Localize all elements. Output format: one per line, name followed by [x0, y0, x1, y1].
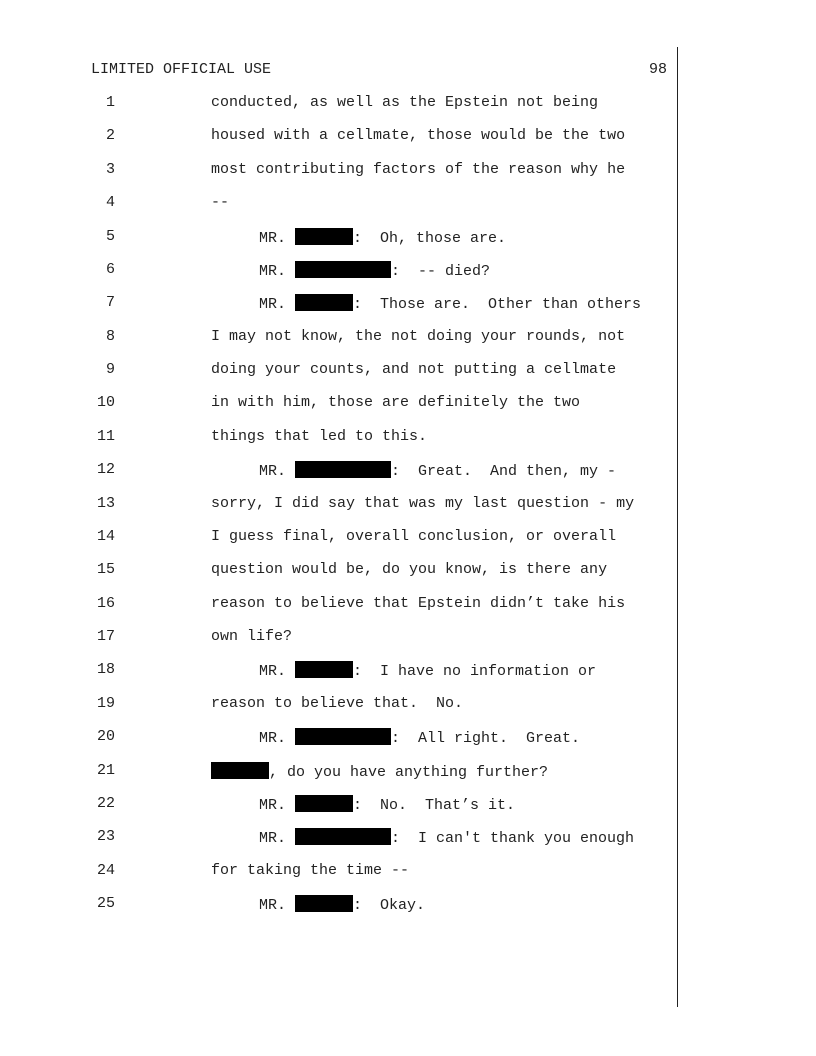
- line-text-segment: MR.: [259, 897, 296, 914]
- line-number: 8: [105, 327, 115, 345]
- transcript-line: [0, 294, 816, 314]
- line-text: [259, 228, 506, 247]
- line-text-segment: reason to believe that. No.: [211, 694, 464, 712]
- line-text-segment: things that led to this.: [211, 427, 428, 445]
- line-number: 6: [105, 260, 115, 278]
- redaction-box: [295, 228, 353, 245]
- line-text: [211, 628, 292, 645]
- line-text-segment: : -- died?: [391, 262, 491, 280]
- line-text-segment: MR.: [259, 262, 296, 280]
- line-text: [259, 294, 641, 313]
- line-text-segment: : All right. Great.: [391, 730, 581, 748]
- transcript-line: [0, 394, 816, 414]
- transcript-line: [0, 495, 816, 515]
- line-number: 15: [96, 561, 115, 579]
- line-text-segment: doing your counts, and not putting a cellmate: [211, 361, 617, 378]
- redaction-box: [295, 461, 391, 478]
- transcript-line: [0, 862, 816, 882]
- line-text-segment: MR.: [259, 663, 296, 681]
- line-text: [211, 428, 427, 445]
- line-text-segment: for taking the time --: [211, 861, 410, 879]
- line-number: 19: [96, 694, 115, 712]
- line-text-segment: MR.: [259, 463, 296, 481]
- line-number: 17: [96, 628, 115, 645]
- line-text: [259, 461, 616, 480]
- line-text-segment: most contributing factors of the reason why he: [211, 160, 626, 178]
- line-text-segment: : I can't thank you enough: [391, 830, 635, 848]
- line-text: [259, 895, 425, 914]
- line-text: [211, 394, 580, 411]
- line-text-segment: in with him, those are definitely the two: [211, 394, 581, 412]
- line-text: [211, 862, 409, 879]
- line-text: [259, 661, 596, 680]
- line-text-segment: conducted, as well as the Epstein not being: [211, 94, 599, 111]
- line-number: 23: [96, 828, 115, 846]
- transcript-line: [0, 94, 816, 114]
- line-number: 21: [96, 761, 115, 779]
- transcript-line: [0, 161, 816, 181]
- line-text-segment: own life?: [211, 628, 293, 645]
- redaction-box: [211, 762, 269, 779]
- line-number: 25: [96, 895, 115, 912]
- transcript-line: [0, 461, 816, 481]
- line-text: [259, 261, 490, 280]
- transcript-line: [0, 194, 816, 214]
- line-text-segment: : Those are. Other than others: [353, 296, 642, 314]
- line-text-segment: MR.: [259, 229, 296, 247]
- line-number: 16: [96, 594, 115, 612]
- line-text-segment: housed with a cellmate, those would be the two: [211, 127, 626, 145]
- line-text: [259, 828, 634, 847]
- line-number: 9: [105, 361, 115, 378]
- transcript-line: [0, 261, 816, 281]
- line-number: 4: [105, 194, 115, 212]
- transcript-line: [0, 127, 816, 147]
- line-text-segment: MR.: [259, 796, 296, 814]
- line-text: [211, 762, 548, 781]
- transcript-line: [0, 428, 816, 448]
- line-text-segment: , do you have anything further?: [269, 763, 549, 781]
- line-text-segment: I may not know, the not doing your rounds, not: [211, 327, 626, 345]
- line-number: 24: [96, 861, 115, 879]
- transcript-line: [0, 728, 816, 748]
- line-text: [211, 495, 634, 512]
- line-number: 13: [96, 494, 115, 512]
- transcript-line: [0, 561, 816, 581]
- transcript-line: [0, 328, 816, 348]
- line-text: [259, 728, 580, 747]
- line-number: 14: [96, 527, 115, 545]
- line-text-segment: --: [211, 194, 230, 212]
- line-text: [211, 161, 625, 178]
- line-text: [211, 561, 607, 578]
- line-text-segment: MR.: [259, 296, 296, 314]
- line-number: 2: [105, 127, 115, 145]
- line-text-segment: : Okay.: [353, 897, 426, 914]
- line-text-segment: I guess final, overall conclusion, or overall: [211, 527, 617, 545]
- line-text-segment: sorry, I did say that was my last question - my: [211, 494, 635, 512]
- redaction-box: [295, 828, 391, 845]
- line-text: [211, 127, 625, 144]
- line-text-segment: question would be, do you know, is there any: [211, 561, 608, 579]
- transcript-line: [0, 628, 816, 648]
- redaction-box: [295, 895, 353, 912]
- line-number: 20: [96, 728, 115, 746]
- line-text: [211, 328, 625, 345]
- line-number: 22: [96, 794, 115, 812]
- transcript-line: [0, 695, 816, 715]
- transcript-line: [0, 762, 816, 782]
- transcript-line: [0, 595, 816, 615]
- page-number: 98: [648, 61, 667, 78]
- line-text-segment: MR.: [259, 730, 296, 748]
- redaction-box: [295, 294, 353, 311]
- line-text: [211, 695, 463, 712]
- classification-header: LIMITED OFFICIAL USE: [91, 61, 272, 78]
- transcript-line: [0, 528, 816, 548]
- line-number: 10: [96, 394, 115, 412]
- line-text: [211, 595, 625, 612]
- transcript-line: [0, 828, 816, 848]
- line-number: 5: [105, 227, 115, 245]
- redaction-box: [295, 261, 391, 278]
- line-number: 11: [96, 427, 115, 445]
- line-text-segment: reason to believe that Epstein didn’t take his: [211, 594, 626, 612]
- line-text-segment: : Oh, those are.: [353, 229, 507, 247]
- line-text: [211, 528, 616, 545]
- redaction-box: [295, 728, 391, 745]
- line-text-segment: MR.: [259, 830, 296, 848]
- transcript-line: [0, 795, 816, 815]
- redaction-box: [295, 661, 353, 678]
- line-number: 18: [96, 661, 115, 679]
- line-number: 12: [96, 461, 115, 479]
- transcript-line: [0, 228, 816, 248]
- line-text: [259, 795, 515, 814]
- line-number: 1: [105, 94, 115, 111]
- line-text: [211, 361, 616, 378]
- line-number: 7: [105, 294, 115, 312]
- line-number: 3: [105, 160, 115, 178]
- transcript-line: [0, 895, 816, 915]
- transcript-line: [0, 661, 816, 681]
- redaction-box: [295, 795, 353, 812]
- line-text: [211, 94, 598, 111]
- line-text-segment: : No. That’s it.: [353, 796, 516, 814]
- line-text-segment: : I have no information or: [353, 663, 597, 681]
- transcript-line: [0, 361, 816, 381]
- line-text: [211, 194, 229, 211]
- line-text-segment: : Great. And then, my -: [391, 463, 617, 481]
